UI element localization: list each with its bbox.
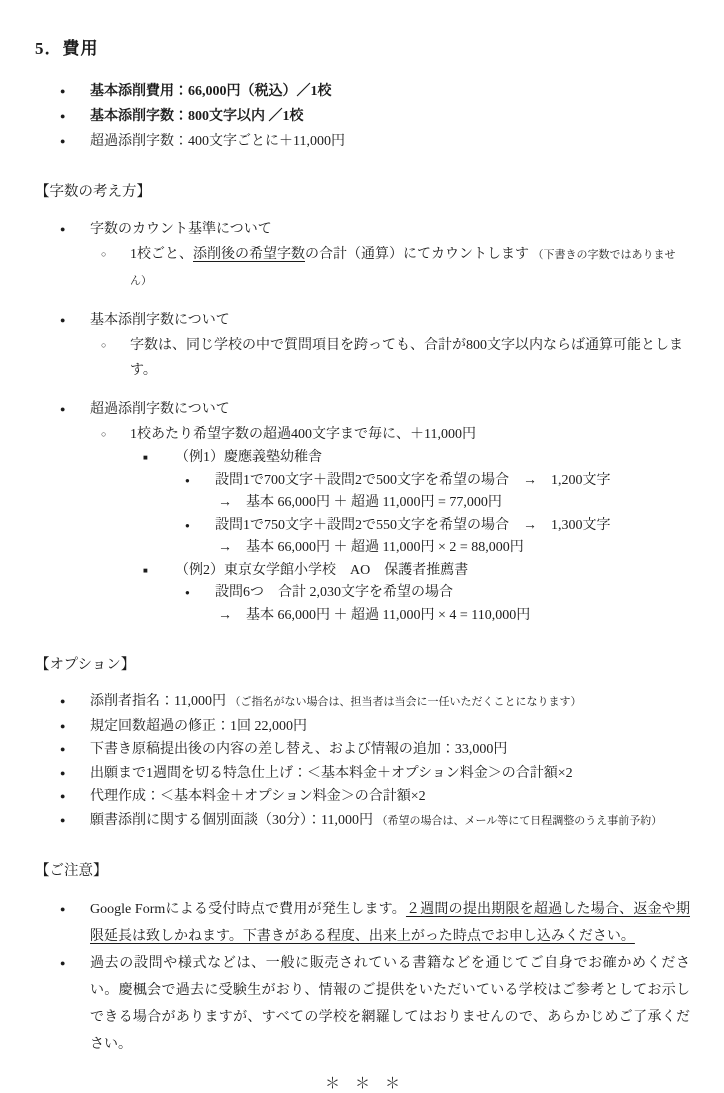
text-segment: の合計（通算）にてカウントします <box>305 247 533 262</box>
section <box>35 180 690 627</box>
disc-bullet-icon: ● <box>60 744 66 754</box>
text-segment: （例2）東京女学館小学校 AO 保護者推薦書 <box>175 562 469 578</box>
text-segment: 設問6つ 合計 2,030文字を希望の場合 <box>215 585 453 600</box>
list-item <box>35 104 690 129</box>
text-segment: → 基本 66,000円 ＋ 超過 11,000円 = 77,000円 <box>218 495 502 510</box>
document-sections <box>35 180 690 1058</box>
section-heading: 【オプション】 <box>35 657 136 673</box>
text-segment: 願書添削に関する個別面談（30分）：11,000円 <box>90 812 377 828</box>
text-segment: 基本添削字数：800文字以内 ／1校 <box>90 109 304 124</box>
list-item <box>35 896 690 950</box>
text-segment: 超過添削字数：400文字ごとに＋11,000円 <box>90 134 345 149</box>
bullet-group <box>35 217 690 294</box>
list-item <box>35 242 690 294</box>
text-segment: 設問1で700文字＋設問2で500文字を希望の場合 → 1,200文字 <box>215 472 611 488</box>
list-item <box>35 492 690 515</box>
text-segment: 1校ごと、 <box>130 247 193 262</box>
disc-bullet-icon: ● <box>60 224 66 234</box>
list-item <box>35 79 690 104</box>
text-segment: 超過添削字数について <box>90 402 230 417</box>
text-segment: 1校あたり希望字数の超過400文字まで毎に、＋11,000円 <box>130 427 476 442</box>
disc-bullet-icon: ● <box>60 720 66 731</box>
disc-bullet-icon: ● <box>60 814 66 825</box>
disc-bullet-icon: ● <box>60 111 66 121</box>
circle-bullet-icon: ○ <box>101 429 107 439</box>
disc-bullet-icon: ● <box>60 696 66 706</box>
text-segment: 代理作成：＜基本料金＋オプション料金＞の合計額×2 <box>90 789 426 804</box>
text-segment: （下書きの字数ではありません） <box>130 249 676 287</box>
list-item <box>35 308 690 333</box>
section-heading: 【字数の考え方】 <box>35 184 151 200</box>
section <box>35 859 690 1058</box>
square-bullet-icon: ■ <box>143 453 148 462</box>
disc-bullet-icon: ● <box>185 588 190 597</box>
list-item <box>35 785 690 809</box>
square-bullet-icon: ■ <box>143 565 148 575</box>
text-segment: （希望の場合は、メール等にて日程調整のうえ事前予約） <box>376 814 663 827</box>
text-segment: （例1）慶應義塾幼稚舎 <box>175 450 322 465</box>
list-item <box>35 470 690 493</box>
bullet-group <box>35 690 690 833</box>
text-segment: （ご指名がない場合は、担当者は当会に一任いただくことになります） <box>229 696 582 708</box>
circle-bullet-icon: ○ <box>101 249 107 259</box>
disc-bullet-icon: ● <box>185 475 190 485</box>
bullet-group <box>35 896 690 1058</box>
list-item <box>35 422 690 447</box>
bullet-group <box>35 397 690 627</box>
list-item <box>35 582 690 605</box>
text-segment: 基本添削費用：66,000円（税込）／1校 <box>90 84 332 99</box>
disc-bullet-icon: ● <box>60 86 66 96</box>
list-item <box>35 447 690 470</box>
bullet-group <box>35 308 690 383</box>
text-segment: 字数のカウント基準について <box>90 222 272 237</box>
list-item <box>35 217 690 242</box>
text-segment: ２週間の提出期限を超過した場合、返金や期限延長は致しかねます。下書きがある程度、出来上がった時点でお申し込みください。 <box>90 902 690 944</box>
text-segment: 設問1で750文字＋設問2で550文字を希望の場合 → 1,300文字 <box>215 517 611 533</box>
list-item <box>35 738 690 762</box>
circle-bullet-icon: ○ <box>101 340 107 350</box>
disc-bullet-icon: ● <box>60 315 66 325</box>
text-segment: 下書き原稿提出後の内容の差し替え、および情報の追加：33,000円 <box>90 742 508 757</box>
page-title: 5．費用 <box>35 39 99 58</box>
list-item <box>35 560 690 583</box>
disc-bullet-icon: ● <box>60 958 66 968</box>
section <box>35 653 690 833</box>
text-segment: 規定回数超過の修正：1回 22,000円 <box>90 718 307 734</box>
list-item <box>35 950 690 1058</box>
disc-bullet-icon: ● <box>185 520 190 530</box>
list-item <box>35 690 690 715</box>
list-item <box>35 333 690 383</box>
text-segment: 添削者指名：11,000円 <box>90 694 230 709</box>
list-item <box>35 515 690 538</box>
list-item <box>35 129 690 154</box>
text-segment: 過去の設問や様式などは、一般に販売されている書籍などを通じてご自身でお確かめください。慶楓会で過去に受験生がおり、情報のご提供をいただいている学校はご参考としてお示しできる場合がありますが、すべての学校を網羅してはおりませんので、あらかじめご了承ください。 <box>90 956 690 1052</box>
list-item <box>35 397 690 422</box>
list-item <box>35 809 690 834</box>
text-segment: → 基本 66,000円 ＋ 超過 11,000円 × 4 = 110,000円 <box>218 607 531 623</box>
disc-bullet-icon: ● <box>60 404 66 414</box>
list-item <box>35 762 690 786</box>
list-item <box>35 715 690 739</box>
text-segment: → 基本 66,000円 ＋ 超過 11,000円 × 2 = 88,000円 <box>218 540 524 555</box>
text-segment: 添削後の希望字数 <box>193 247 305 262</box>
text-segment: 基本添削字数について <box>90 313 230 328</box>
text-segment: 出願まで1週間を切る特急仕上げ：＜基本料金＋オプション料金＞の合計額×2 <box>90 765 573 781</box>
disc-bullet-icon: ● <box>60 767 66 778</box>
intro-bullet-list <box>35 79 690 154</box>
text-segment: 字数は、同じ学校の中で質問項目を跨っても、合計が800文字以内ならば通算可能とします。 <box>130 338 683 378</box>
list-item <box>35 605 690 628</box>
text-segment: Google Formによる受付時点で費用が発生します。 <box>90 902 406 917</box>
disc-bullet-icon: ● <box>60 904 66 914</box>
disc-bullet-icon: ● <box>60 136 66 146</box>
section-heading: 【ご注意】 <box>35 863 108 879</box>
disc-bullet-icon: ● <box>60 791 66 801</box>
footer-separator: ＊ ＊ ＊ <box>324 1076 400 1092</box>
list-item <box>35 537 690 560</box>
